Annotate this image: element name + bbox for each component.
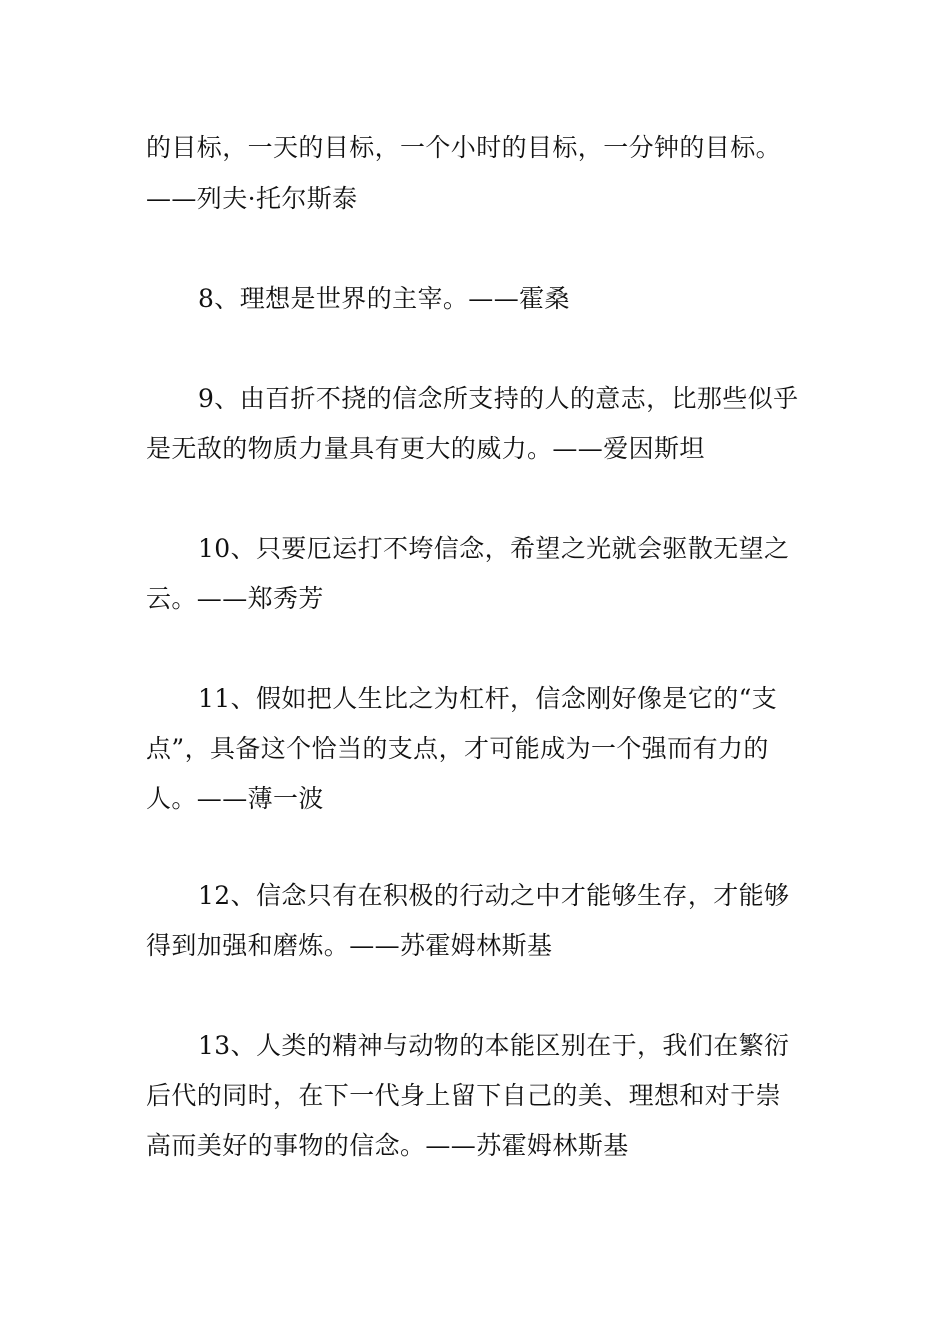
quote-7-attribution: ——列夫·托尔斯泰 [146, 184, 358, 213]
quote-11-line-2: 点”，具备这个恰当的支点，才可能成为一个强而有力的 [146, 734, 769, 763]
quote-10-line-1: 10、只要厄运打不垮信念，希望之光就会驱散无望之 [198, 534, 790, 563]
quote-7-line-2: 的目标，一天的目标，一个小时的目标，一分钟的目标。 [146, 133, 782, 162]
quote-13-line-2: 后代的同时，在下一代身上留下自己的美、理想和对于崇 [146, 1081, 782, 1110]
quote-11-line-3: 人。——薄一波 [146, 784, 324, 813]
quote-9-line-1: 9、由百折不挠的信念所支持的人的意志，比那些似乎 [198, 384, 799, 413]
quote-8-line-1: 8、理想是世界的主宰。——霍桑 [198, 284, 570, 313]
quote-12-line-2: 得到加强和磨炼。——苏霍姆林斯基 [146, 931, 553, 960]
quote-13-line-3: 高而美好的事物的信念。——苏霍姆林斯基 [146, 1131, 629, 1160]
quote-13-line-1: 13、人类的精神与动物的本能区别在于，我们在繁衍 [198, 1031, 790, 1060]
quote-10-line-2: 云。——郑秀芳 [146, 584, 324, 613]
quote-9-line-2: 是无敌的物质力量具有更大的威力。——爱因斯坦 [146, 434, 705, 463]
quote-12-line-1: 12、信念只有在积极的行动之中才能够生存，才能够 [198, 881, 790, 910]
quote-11-line-1: 11、假如把人生比之为杠杆，信念刚好像是它的“支 [198, 684, 778, 713]
